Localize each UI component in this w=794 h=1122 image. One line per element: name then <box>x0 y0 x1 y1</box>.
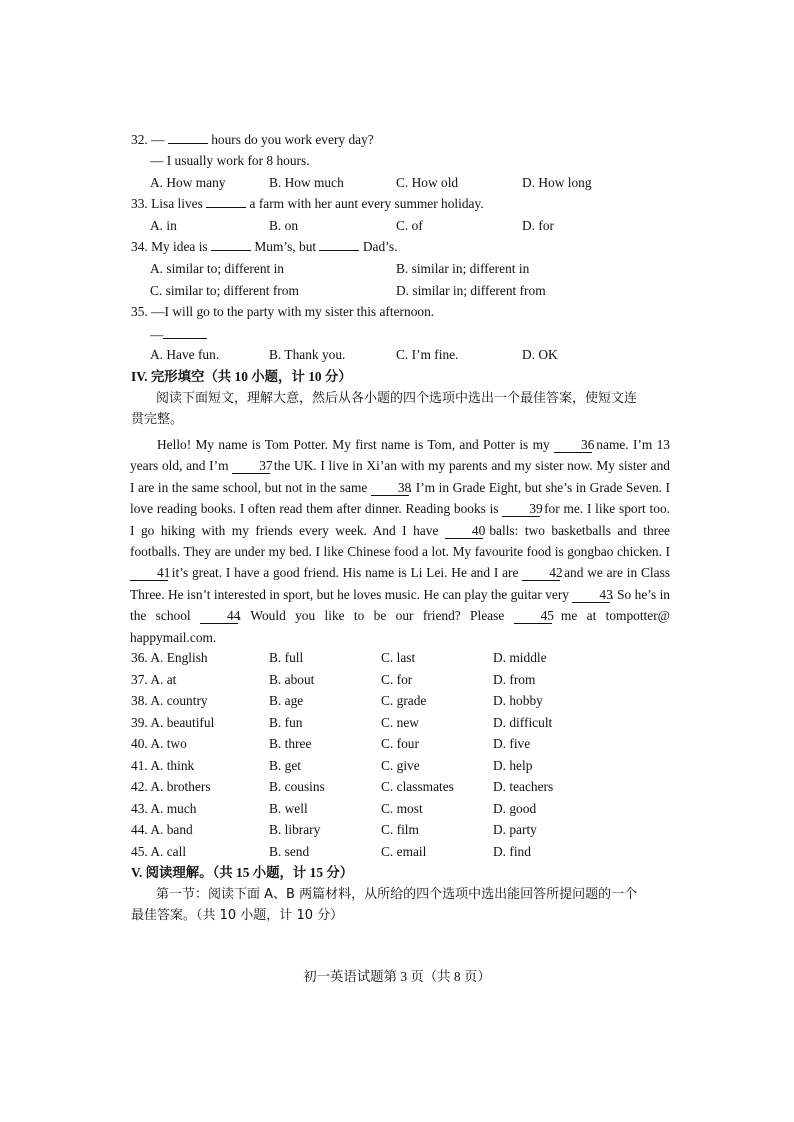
answer-blank[interactable] <box>206 207 246 208</box>
cloze-option: D. five <box>493 736 531 751</box>
cloze-option: B. full <box>269 650 304 665</box>
cloze-option: 40. A. two <box>131 736 187 751</box>
passage-text: it’s great. I have a good friend. His name is Li Lei. He and I are <box>168 565 523 581</box>
cloze-option: D. help <box>493 757 533 773</box>
cloze-option: 42. A. brothers <box>131 779 211 794</box>
cloze-option: 39. A. beautiful <box>131 714 215 730</box>
question-35: 35. —I will go to the party with my sister this afternoon. <box>131 304 435 319</box>
cloze-option: C. last <box>381 650 416 665</box>
option: C. How old <box>396 175 459 190</box>
option: D. for <box>522 218 554 233</box>
cloze-option: B. get <box>269 757 301 773</box>
answer-blank[interactable] <box>211 250 251 251</box>
option: B. on <box>269 218 299 233</box>
cloze-blank-37[interactable]: 37 <box>232 458 270 474</box>
cloze-option: B. three <box>269 736 312 751</box>
cloze-option: C. email <box>381 843 427 859</box>
option: D. How long <box>522 175 592 190</box>
section-4-heading: IV. 完形填空（共 10 小题，计 10 分） <box>131 369 352 384</box>
option: B. Thank you. <box>269 347 346 362</box>
cloze-option: D. teachers <box>493 779 554 794</box>
section-5-instruction-cont: 最佳答案。（共 10 小题，计 10 分） <box>131 908 344 923</box>
option: C. similar to; different from <box>150 283 299 298</box>
cloze-option: B. cousins <box>269 779 325 794</box>
cloze-option: D. party <box>493 822 537 837</box>
cloze-option: B. well <box>269 800 308 816</box>
section-4-instruction: 阅读下面短文，理解大意，然后从各小题的四个选项中选出一个最佳答案，使短文连 <box>156 391 638 406</box>
passage-text: name. I’m 13 years old, and I’m <box>130 437 670 474</box>
section-5-heading: V. 阅读理解。（共 15 小题，计 15 分） <box>131 865 354 880</box>
section-4-instruction-cont: 贯完整。 <box>131 412 184 427</box>
cloze-blank-39[interactable]: 39 <box>502 501 540 517</box>
cloze-blank-38[interactable]: 38 <box>371 480 409 496</box>
cloze-blank-41[interactable]: 41 <box>130 565 168 581</box>
cloze-blank-43[interactable]: 43 <box>572 587 610 603</box>
cloze-option: D. good <box>493 800 537 816</box>
passage-text: for me. I like sport too. I go hiking with my friends every week. And I have <box>130 501 670 538</box>
section-5-instruction: 第一节：阅读下面 A、B 两篇材料，从所给的四个选项中选出能回答所提问题的一个 <box>156 887 638 902</box>
cloze-option: 44. A. band <box>131 822 193 837</box>
cloze-option: 45. A. call <box>131 843 187 859</box>
cloze-option: C. grade <box>381 693 427 708</box>
cloze-option: 38. A. country <box>131 693 208 708</box>
passage-text: . Would you like to be our friend? Please <box>237 608 514 624</box>
cloze-option: C. give <box>381 757 420 773</box>
question-33: 33. Lisa lives a farm with her aunt every summer holiday. <box>131 196 484 211</box>
cloze-option: 37. A. at <box>131 671 177 687</box>
cloze-option: D. from <box>493 671 536 687</box>
cloze-option: B. about <box>269 671 315 687</box>
cloze-option: B. age <box>269 693 304 708</box>
passage-text: and we are in Class Three. He isn’t interested in sport, but he loves music. He can play the guitar very <box>130 565 670 602</box>
passage-text: balls: two basketballs and three footballs. They are under my bed. I like Chinese food a lot. My favourite food is gongbao chicken. I <box>130 522 670 560</box>
option: C. I’m fine. <box>396 347 459 362</box>
cloze-option: C. new <box>381 714 419 730</box>
cloze-option: B. fun <box>269 714 303 730</box>
question-34: 34. My idea is Mum’s, but Dad’s. <box>131 239 398 254</box>
cloze-option: D. hobby <box>493 693 543 708</box>
option: A. similar to; different in <box>150 261 285 276</box>
cloze-blank-42[interactable]: 42 <box>522 565 560 581</box>
question-32-reply: — I usually work for 8 hours. <box>150 153 310 168</box>
option: D. OK <box>522 347 558 362</box>
option: B. similar in; different in <box>396 261 530 276</box>
cloze-option: C. four <box>381 736 419 751</box>
option: D. similar in; different from <box>396 283 546 298</box>
cloze-option: C. for <box>381 671 413 687</box>
option: A. Have fun. <box>150 347 220 362</box>
passage-text: . I’m in Grade Eight, but she’s in Grade Seven. I love reading books. I often read them after dinner. Reading books is <box>130 479 670 517</box>
option: C. of <box>396 218 423 233</box>
answer-blank[interactable] <box>163 338 207 339</box>
option: B. How much <box>269 175 344 190</box>
option: A. in <box>150 218 177 233</box>
cloze-option: D. middle <box>493 650 547 665</box>
page-footer: 初一英语试题第 3 页（共 8 页） <box>303 969 491 984</box>
cloze-option: 43. A. much <box>131 800 197 816</box>
cloze-option: C. most <box>381 800 423 816</box>
question-35-reply: — <box>150 326 207 344</box>
question-32: 32. — hours do you work every day? <box>131 132 374 147</box>
cloze-option: D. difficult <box>493 714 553 730</box>
cloze-option: 41. A. think <box>131 757 195 773</box>
passage-text: me at tompotter@ happymail.com. <box>130 608 671 645</box>
answer-blank[interactable] <box>168 143 208 144</box>
cloze-option: B. library <box>269 822 321 837</box>
cloze-option: D. find <box>493 843 531 859</box>
option: A. How many <box>150 175 226 190</box>
cloze-blank-36[interactable]: 36 <box>554 437 592 453</box>
cloze-blank-45[interactable]: 45 <box>514 608 552 624</box>
passage-text: . So he’s in the school <box>130 586 670 624</box>
cloze-option: 36. A. English <box>131 650 208 665</box>
cloze-option: C. film <box>381 822 419 837</box>
passage-text: Hello! My name is Tom Potter. My first name is Tom, and Potter is my <box>157 437 554 452</box>
cloze-passage <box>130 434 670 648</box>
passage-text: the UK. I live in Xi’an with my parents and my sister now. My sister and I are in the same school, but not in the same <box>130 458 670 495</box>
cloze-option: C. classmates <box>381 779 454 794</box>
cloze-option: B. send <box>269 843 310 859</box>
cloze-blank-40[interactable]: 40 <box>445 523 483 539</box>
answer-blank[interactable] <box>319 250 359 251</box>
cloze-blank-44[interactable]: 44 <box>200 608 238 624</box>
